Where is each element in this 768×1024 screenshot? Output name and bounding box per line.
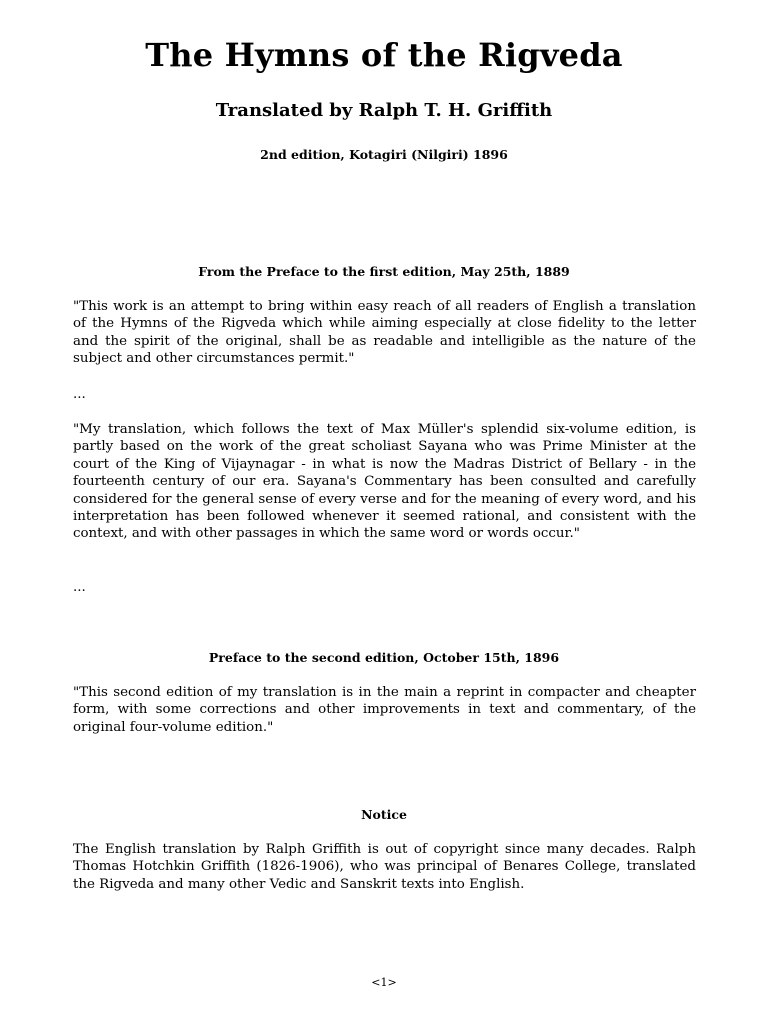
document-title: The Hymns of the Rigveda bbox=[145, 36, 623, 74]
ellipsis-1: ... bbox=[73, 387, 86, 402]
notice-heading: Notice bbox=[361, 807, 407, 822]
second-preface-heading: Preface to the second edition, October 15th, 1896 bbox=[208, 650, 560, 665]
second-preface-paragraph: "This second edition of my translation is in the main a reprint in compacter and cheapter form, with some corrections and other improvements in text and commentary, of the original four-volume edition." bbox=[73, 685, 696, 735]
first-preface-paragraph-2: "My translation, which follows the text of Max Müller's splendid six-volume edition, is partly based on the work of the great scholiast Sayana who was Prime Minister at the court of the King of Vijaynagar - in what is now the Madras District of Bellary - in the fourteenth century of our era. Sayana's Commentary has been consulted and carefully considered for the general sense of every verse and for the meaning of every word, and his interpretation has been followed whenever it seemed rational, and consistent with the context, and with other passages in which the same word or words occur." bbox=[73, 422, 696, 542]
document-subtitle: Translated by Ralph T. H. Griffith bbox=[215, 100, 553, 121]
ellipsis-2: ... bbox=[73, 580, 86, 595]
first-preface-heading: From the Preface to the first edition, May 25th, 1889 bbox=[198, 264, 570, 279]
edition-line: 2nd edition, Kotagiri (Nilgiri) 1896 bbox=[260, 147, 508, 162]
first-preface-paragraph-1: "This work is an attempt to bring within easy reach of all readers of English a translation of the Hymns of the Rigveda which while aiming especially at close fidelity to the letter and the spirit of the original, shall be as readable and intelligible as the nature of the subject and other circumstances permit." bbox=[73, 299, 696, 367]
page-number: <1> bbox=[371, 976, 397, 989]
notice-paragraph: The English translation by Ralph Griffith is out of copyright since many decades. Ralph Thomas Hotchkin Griffith (1826-1906), who was principal of Benares College, translated the Rigveda and many other Vedic and Sanskrit texts into English. bbox=[73, 842, 696, 892]
